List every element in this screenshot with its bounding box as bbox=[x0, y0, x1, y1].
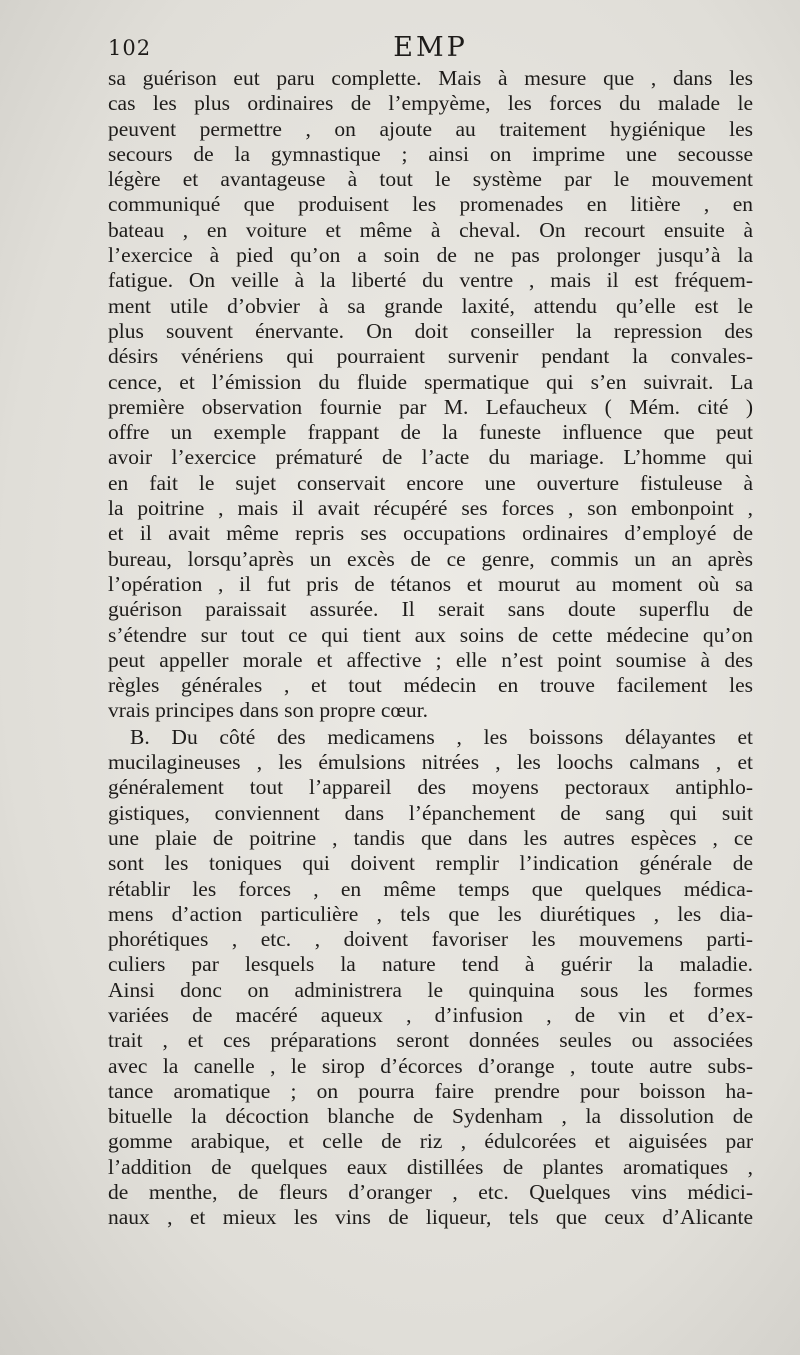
text-line: désirs vénériens qui pourraient survenir pendant la convales- bbox=[108, 344, 753, 369]
text-line: légère et avantageuse à tout le système par le mouvement bbox=[108, 167, 753, 192]
text-line: offre un exemple frappant de la funeste influence que peut bbox=[108, 420, 753, 445]
text-line: bateau , en voiture et même à cheval. On recourt ensuite à bbox=[108, 217, 753, 242]
text-line: trait , et ces préparations seront données seules ou associées bbox=[108, 1028, 753, 1053]
text-line: avoir l’exercice prématuré de l’acte du mariage. L’homme qui bbox=[108, 445, 753, 470]
page-number: 102 bbox=[108, 36, 152, 60]
text-line: guérison paraissait assurée. Il serait sans doute superflu de bbox=[108, 597, 753, 622]
text-line: la poitrine , mais il avait récupéré ses forces , son embonpoint , bbox=[108, 496, 753, 521]
text-line: l’addition de quelques eaux distillées de plantes aromatiques , bbox=[108, 1154, 753, 1179]
text-line: Ainsi donc on administrera le quinquina sous les formes bbox=[108, 977, 753, 1002]
text-line: communiqué que produisent les promenades en litière , en bbox=[108, 192, 753, 217]
page-header bbox=[108, 30, 753, 66]
text-line: ment utile d’obvier à sa grande laxité, attendu qu’elle est le bbox=[108, 293, 753, 318]
text-line: rétablir les forces , en même temps que quelques médica- bbox=[108, 876, 753, 901]
text-line: fatigue. On veille à la liberté du ventre , mais il est fréquem- bbox=[108, 268, 753, 293]
text-line: variées de macéré aqueux , d’infusion , de vin et d’ex- bbox=[108, 1002, 753, 1027]
text-line: généralement tout l’appareil des moyens pectoraux antiphlo- bbox=[108, 775, 753, 800]
text-line: et il avait même repris ses occupations ordinaires d’employé de bbox=[108, 521, 753, 546]
text-line: B. Du côté des medicamens , les boissons délayantes et bbox=[130, 724, 753, 749]
running-head: EMP bbox=[393, 32, 468, 63]
text-line: mens d’action particulière , tels que les diurétiques , les dia- bbox=[108, 901, 753, 926]
text-line: l’exercice à pied qu’on a soin de ne pas prolonger jusqu’à la bbox=[108, 243, 753, 268]
text-line: bureau, lorsqu’après un excès de ce genre, commis un an après bbox=[108, 546, 753, 571]
text-line: vrais principes dans son propre cœur. bbox=[108, 698, 429, 723]
text-line: culiers par lesquels la nature tend à guérir la maladie. bbox=[108, 952, 753, 977]
text-line: peuvent permettre , on ajoute au traitement hygiénique les bbox=[108, 116, 753, 141]
text-line: mucilagineuses , les émulsions nitrées , les loochs calmans , et bbox=[108, 750, 753, 775]
text-line: sont les toniques qui doivent remplir l’indication générale de bbox=[108, 851, 753, 876]
text-line: phorétiques , etc. , doivent favoriser les mouvemens parti- bbox=[108, 927, 753, 952]
text-line: tance aromatique ; on pourra faire prendre pour boisson ha- bbox=[108, 1078, 753, 1103]
text-line: une plaie de poitrine , tandis que dans les autres espèces , ce bbox=[108, 825, 753, 850]
text-line: de menthe, de fleurs d’oranger , etc. Quelques vins médici- bbox=[108, 1180, 753, 1205]
text-line: bituelle la décoction blanche de Sydenham , la dissolution de bbox=[108, 1104, 753, 1129]
text-line: plus souvent énervante. On doit conseiller la repression des bbox=[108, 318, 753, 343]
text-line: règles générales , et tout médecin en trouve facilement les bbox=[108, 673, 753, 698]
text-line: avec la canelle , le sirop d’écorces d’orange , toute autre subs- bbox=[108, 1053, 753, 1078]
body-text bbox=[108, 66, 753, 1231]
text-line: naux , et mieux les vins de liqueur, tels que ceux d’Alicante bbox=[108, 1205, 753, 1230]
text-line: cas les plus ordinaires de l’empyème, les forces du malade le bbox=[108, 91, 753, 116]
text-line: secours de la gymnastique ; ainsi on imprime une secousse bbox=[108, 141, 753, 166]
text-line: première observation fournie par M. Lefaucheux ( Mém. cité ) bbox=[108, 394, 753, 419]
text-line: gistiques, conviennent dans l’épanchement de sang qui suit bbox=[108, 800, 753, 825]
text-line: gomme arabique, et celle de riz , édulcorées et aiguisées par bbox=[108, 1129, 753, 1154]
text-line: sa guérison eut paru complette. Mais à mesure que , dans les bbox=[108, 66, 753, 90]
text-line: en fait le sujet conservait encore une ouverture fistuleuse à bbox=[108, 470, 753, 495]
text-line: l’opération , il fut pris de tétanos et mourut au moment où sa bbox=[108, 571, 753, 596]
text-line: s’étendre sur tout ce qui tient aux soins de cette médecine qu’on bbox=[108, 622, 753, 647]
text-line: cence, et l’émission du fluide spermatique qui s’en suivrait. La bbox=[108, 369, 753, 394]
text-line: peut appeller morale et affective ; elle n’est point soumise à des bbox=[108, 647, 753, 672]
